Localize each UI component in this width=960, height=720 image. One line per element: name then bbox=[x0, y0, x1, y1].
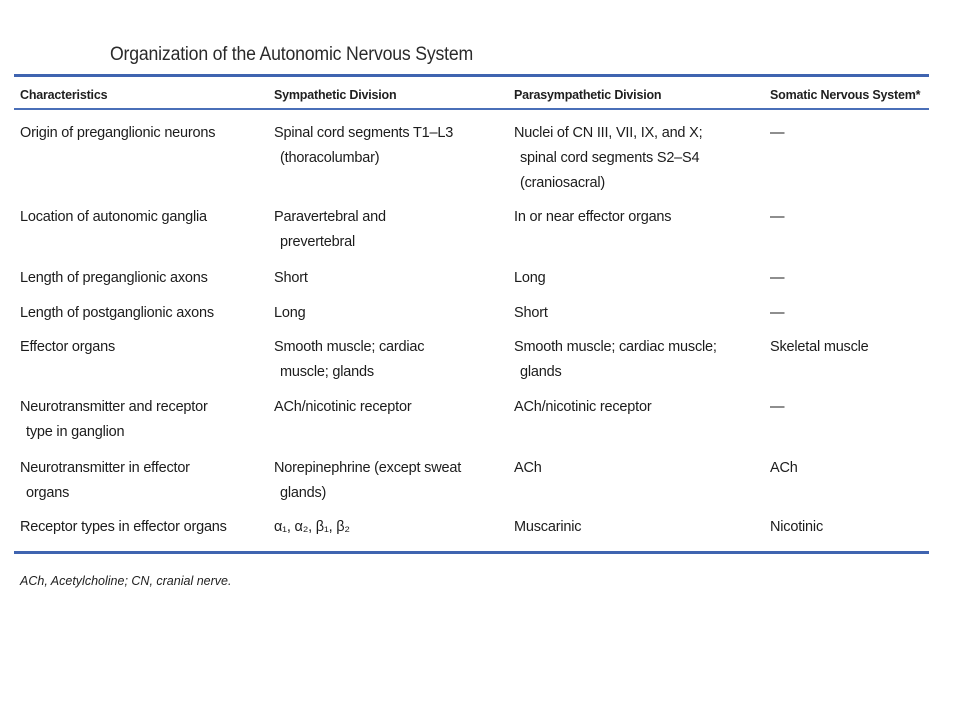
cell-somatic bbox=[770, 515, 935, 540]
cell-characteristic bbox=[20, 121, 265, 146]
cell-characteristic bbox=[20, 266, 265, 291]
table-top-rule bbox=[14, 74, 929, 77]
cell-line: — bbox=[770, 125, 785, 141]
cell-line: Norepinephrine (except sweat bbox=[274, 460, 462, 476]
cell-line: Neurotransmitter and receptor bbox=[20, 399, 208, 415]
cell-line: prevertebral bbox=[280, 234, 355, 250]
cell-sympathetic bbox=[274, 456, 504, 506]
cell-line: Location of autonomic ganglia bbox=[20, 209, 207, 225]
cell-somatic bbox=[770, 121, 935, 146]
cell-line: — bbox=[770, 305, 785, 321]
cell-line: Neurotransmitter in effector bbox=[20, 460, 190, 476]
cell-line: Smooth muscle; cardiac muscle; bbox=[514, 339, 717, 355]
cell-somatic bbox=[770, 456, 935, 481]
cell-line: ACh bbox=[770, 460, 798, 476]
cell-line: Origin of preganglionic neurons bbox=[20, 125, 216, 141]
cell-line: spinal cord segments S2–S4 bbox=[520, 150, 700, 166]
cell-line: Length of postganglionic axons bbox=[20, 305, 214, 321]
cell-parasympathetic bbox=[514, 335, 759, 385]
cell-somatic bbox=[770, 266, 935, 291]
cell-line: ACh/nicotinic receptor bbox=[514, 399, 652, 415]
cell-line: Short bbox=[514, 305, 548, 321]
cell-line: Nicotinic bbox=[770, 519, 823, 535]
header-characteristics: Characteristics bbox=[20, 88, 108, 102]
cell-line: Effector organs bbox=[20, 339, 116, 355]
cell-parasympathetic bbox=[514, 301, 759, 326]
cell-characteristic bbox=[20, 456, 265, 506]
cell-line: muscle; glands bbox=[280, 364, 374, 380]
cell-parasympathetic bbox=[514, 121, 759, 196]
cell-sympathetic bbox=[274, 205, 504, 255]
cell-line: Long bbox=[514, 270, 546, 286]
cell-line: (thoracolumbar) bbox=[280, 150, 380, 166]
cell-line: Long bbox=[274, 305, 306, 321]
cell-line: — bbox=[770, 399, 785, 415]
cell-line: Nuclei of CN III, VII, IX, and X; bbox=[514, 125, 703, 141]
cell-line: Paravertebral and bbox=[274, 209, 386, 225]
cell-line: — bbox=[770, 270, 785, 286]
table-footnote: ACh, Acetylcholine; CN, cranial nerve. bbox=[20, 574, 232, 588]
cell-parasympathetic bbox=[514, 205, 759, 230]
cell-sympathetic bbox=[274, 335, 504, 385]
cell-somatic bbox=[770, 205, 935, 230]
cell-parasympathetic bbox=[514, 515, 759, 540]
cell-somatic bbox=[770, 301, 935, 326]
cell-somatic bbox=[770, 335, 935, 360]
cell-sympathetic bbox=[274, 301, 504, 326]
cell-line: type in ganglion bbox=[26, 424, 125, 440]
cell-line: In or near effector organs bbox=[514, 209, 672, 225]
cell-line: Smooth muscle; cardiac bbox=[274, 339, 425, 355]
cell-sympathetic bbox=[274, 515, 504, 540]
cell-line: Skeletal muscle bbox=[770, 339, 869, 355]
cell-characteristic bbox=[20, 335, 265, 360]
cell-line: Length of preganglionic axons bbox=[20, 270, 208, 286]
cell-characteristic bbox=[20, 205, 265, 230]
cell-line: ACh bbox=[514, 460, 542, 476]
cell-line: glands bbox=[520, 364, 562, 380]
header-somatic: Somatic Nervous System* bbox=[770, 88, 921, 102]
cell-line: ACh/nicotinic receptor bbox=[274, 399, 412, 415]
cell-parasympathetic bbox=[514, 395, 759, 420]
table-title: Organization of the Autonomic Nervous System bbox=[110, 44, 474, 65]
cell-sympathetic bbox=[274, 266, 504, 291]
cell-line: glands) bbox=[280, 485, 327, 501]
cell-sympathetic bbox=[274, 395, 504, 420]
cell-line: α₁, α₂, β₁, β₂ bbox=[274, 519, 350, 535]
cell-line: (craniosacral) bbox=[520, 175, 606, 191]
cell-somatic bbox=[770, 395, 935, 420]
header-parasympathetic: Parasympathetic Division bbox=[514, 88, 662, 102]
cell-line: Muscarinic bbox=[514, 519, 582, 535]
cell-characteristic bbox=[20, 515, 265, 540]
cell-parasympathetic bbox=[514, 266, 759, 291]
header-rule bbox=[14, 108, 929, 110]
cell-line: Receptor types in effector organs bbox=[20, 519, 227, 535]
cell-line: Spinal cord segments T1–L3 bbox=[274, 125, 454, 141]
cell-parasympathetic bbox=[514, 456, 759, 481]
cell-sympathetic bbox=[274, 121, 504, 171]
cell-line: organs bbox=[26, 485, 70, 501]
header-sympathetic: Sympathetic Division bbox=[274, 88, 397, 102]
cell-characteristic bbox=[20, 395, 265, 445]
cell-line: Short bbox=[274, 270, 308, 286]
table-bottom-rule bbox=[14, 551, 929, 554]
cell-characteristic bbox=[20, 301, 265, 326]
cell-line: — bbox=[770, 209, 785, 225]
